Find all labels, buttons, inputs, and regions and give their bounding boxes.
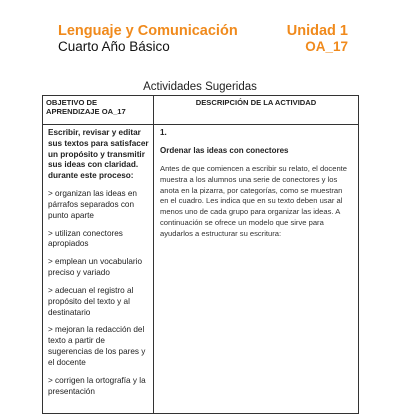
objective-intro: Escribir, revisar y editar sus textos para satisfacer un propósito y transmitir sus ideas con claridad. durante este proceso: — [48, 128, 149, 181]
objective-code: OA_17 — [305, 39, 348, 54]
objective-item: > mejoran la redacción del texto a partir de sugerencias de los pares y el docente — [48, 325, 146, 367]
activities-table — [42, 95, 359, 414]
section-title: Actividades Sugeridas — [143, 81, 257, 93]
objective-column-header: OBJETIVO DE APRENDIZAJE OA_17 — [43, 96, 154, 125]
objective-item: > emplean un vocabulario preciso y variado — [48, 257, 142, 278]
activity-description: Antes de que comiencen a escribir su relato, el docente muestra a los alumnos una serie de conectores y los anota en la pizarra, por categorías, como se muestran en el cuadro. Les indica que en su texto deben usar al menos uno de cada grupo para organizar las ideas. A continuación se ofrece un modelo que sirve para ayudarlos a estructurar su escritura: — [160, 164, 347, 238]
activity-name: Ordenar las ideas con conectores — [160, 146, 289, 155]
table-header-row — [43, 96, 359, 125]
subject-title: Lenguaje y Comunicación — [58, 23, 238, 39]
unit-label: Unidad 1 — [286, 23, 348, 39]
objective-item: > organizan las ideas en párrafos separados con punto aparte — [48, 189, 137, 220]
objective-cell — [43, 125, 154, 414]
objective-item: > corrigen la ortografía y la presentación — [48, 375, 146, 396]
objective-item: > utilizan conectores apropiados — [48, 228, 123, 249]
description-cell — [154, 125, 359, 414]
table-row — [43, 125, 359, 414]
grade-subtitle: Cuarto Año Básico — [58, 39, 170, 54]
description-column-header: DESCRIPCIÓN DE LA ACTIVIDAD — [154, 96, 359, 125]
activity-number: 1. — [160, 128, 167, 137]
objective-item: > adecuan el registro al propósito del texto y al destinatario — [48, 285, 134, 317]
